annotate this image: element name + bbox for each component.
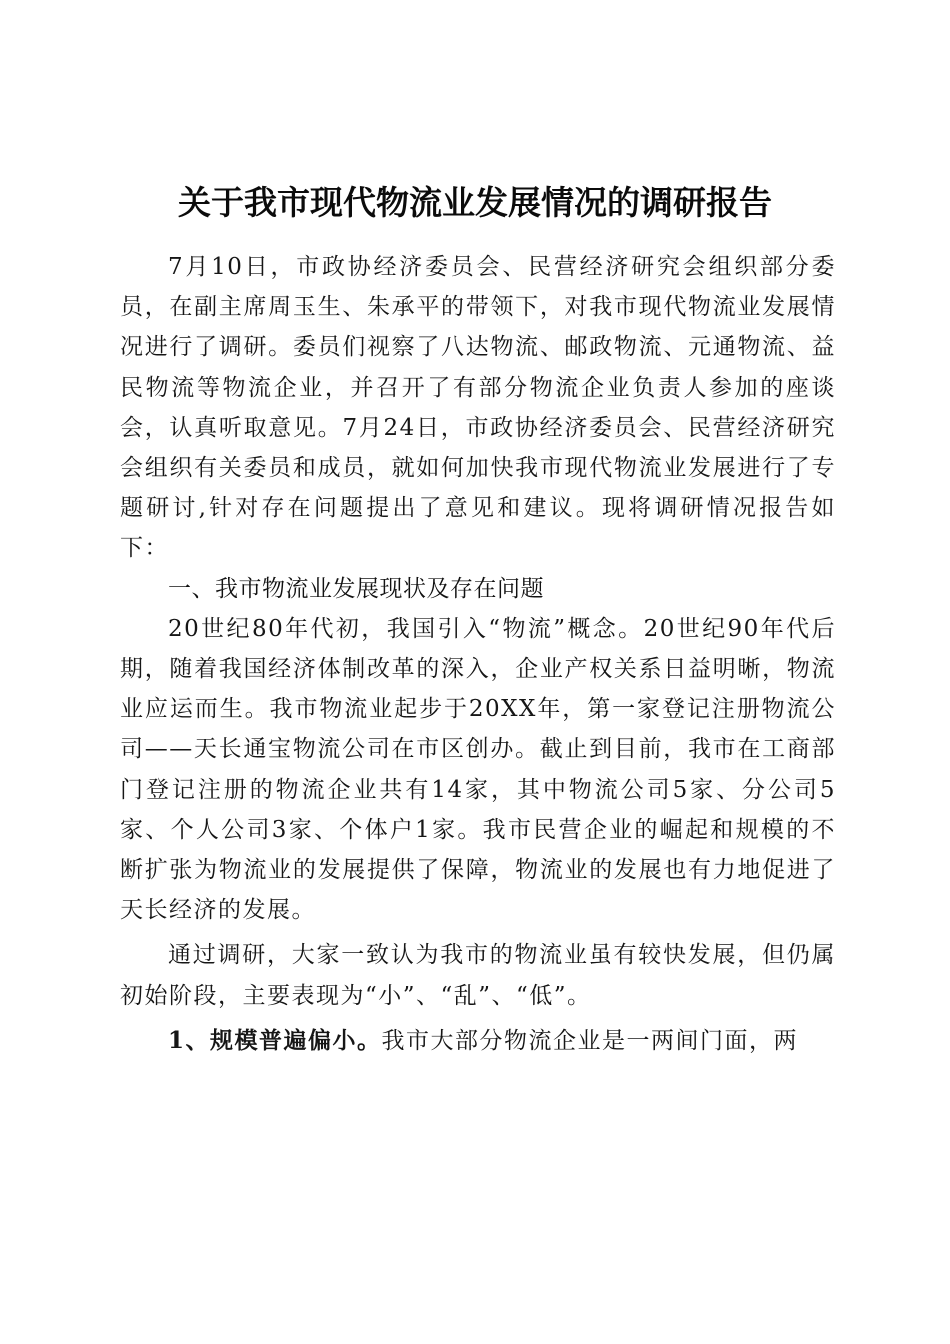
summary-paragraph: 通过调研，大家一致认为我市的物流业虽有较快发展，但仍属初始阶段，主要表现为“小”、“乱”、“低”。 [120, 942, 836, 1009]
document-body [120, 247, 836, 1061]
intro-paragraph: 7月10日，市政协经济委员会、民营经济研究会组织部分委员，在副主席周玉生、朱承平的带领下，对我市现代物流业发展情况进行了调研。委员们视察了八达物流、邮政物流、元通物流、益民物流等物流企业，并召开了有部分物流企业负责人参加的座谈会，认真听取意见。7月24日，市政协经济委员会、民营经济研究会组织有关委员和成员，就如何加快我市现代物流业发展进行了专题研讨,针对存在问题提出了意见和建议。现将调研情况报告如下： [120, 254, 836, 562]
section-heading: 一、我市物流业发展现状及存在问题 [168, 575, 544, 602]
history-paragraph: 20世纪80年代初，我国引入“物流”概念。20世纪90年代后期，随着我国经济体制改革的深入，企业产权关系日益明晰，物流业应运而生。我市物流业起步于20XX年，第一家登记注册物流公司——天长通宝物流公司在市区创办。截止到目前，我市在工商部门登记注册的物流企业共有14家，其中物流公司5家、分公司5家、个人公司3家、个体户1家。我市民营企业的崛起和规模的不断扩张为物流业的发展提供了保障，物流业的发展也有力地促进了天长经济的发展。 [120, 615, 836, 924]
point-1-text: 我市大部分物流企业是一两间门面，两 [381, 1027, 799, 1054]
point-1-lead: 1、规模普遍偏小。 [168, 1026, 382, 1054]
point-1-paragraph [120, 1021, 836, 1061]
document-title: 关于我市现代物流业发展情况的调研报告 [178, 183, 772, 222]
